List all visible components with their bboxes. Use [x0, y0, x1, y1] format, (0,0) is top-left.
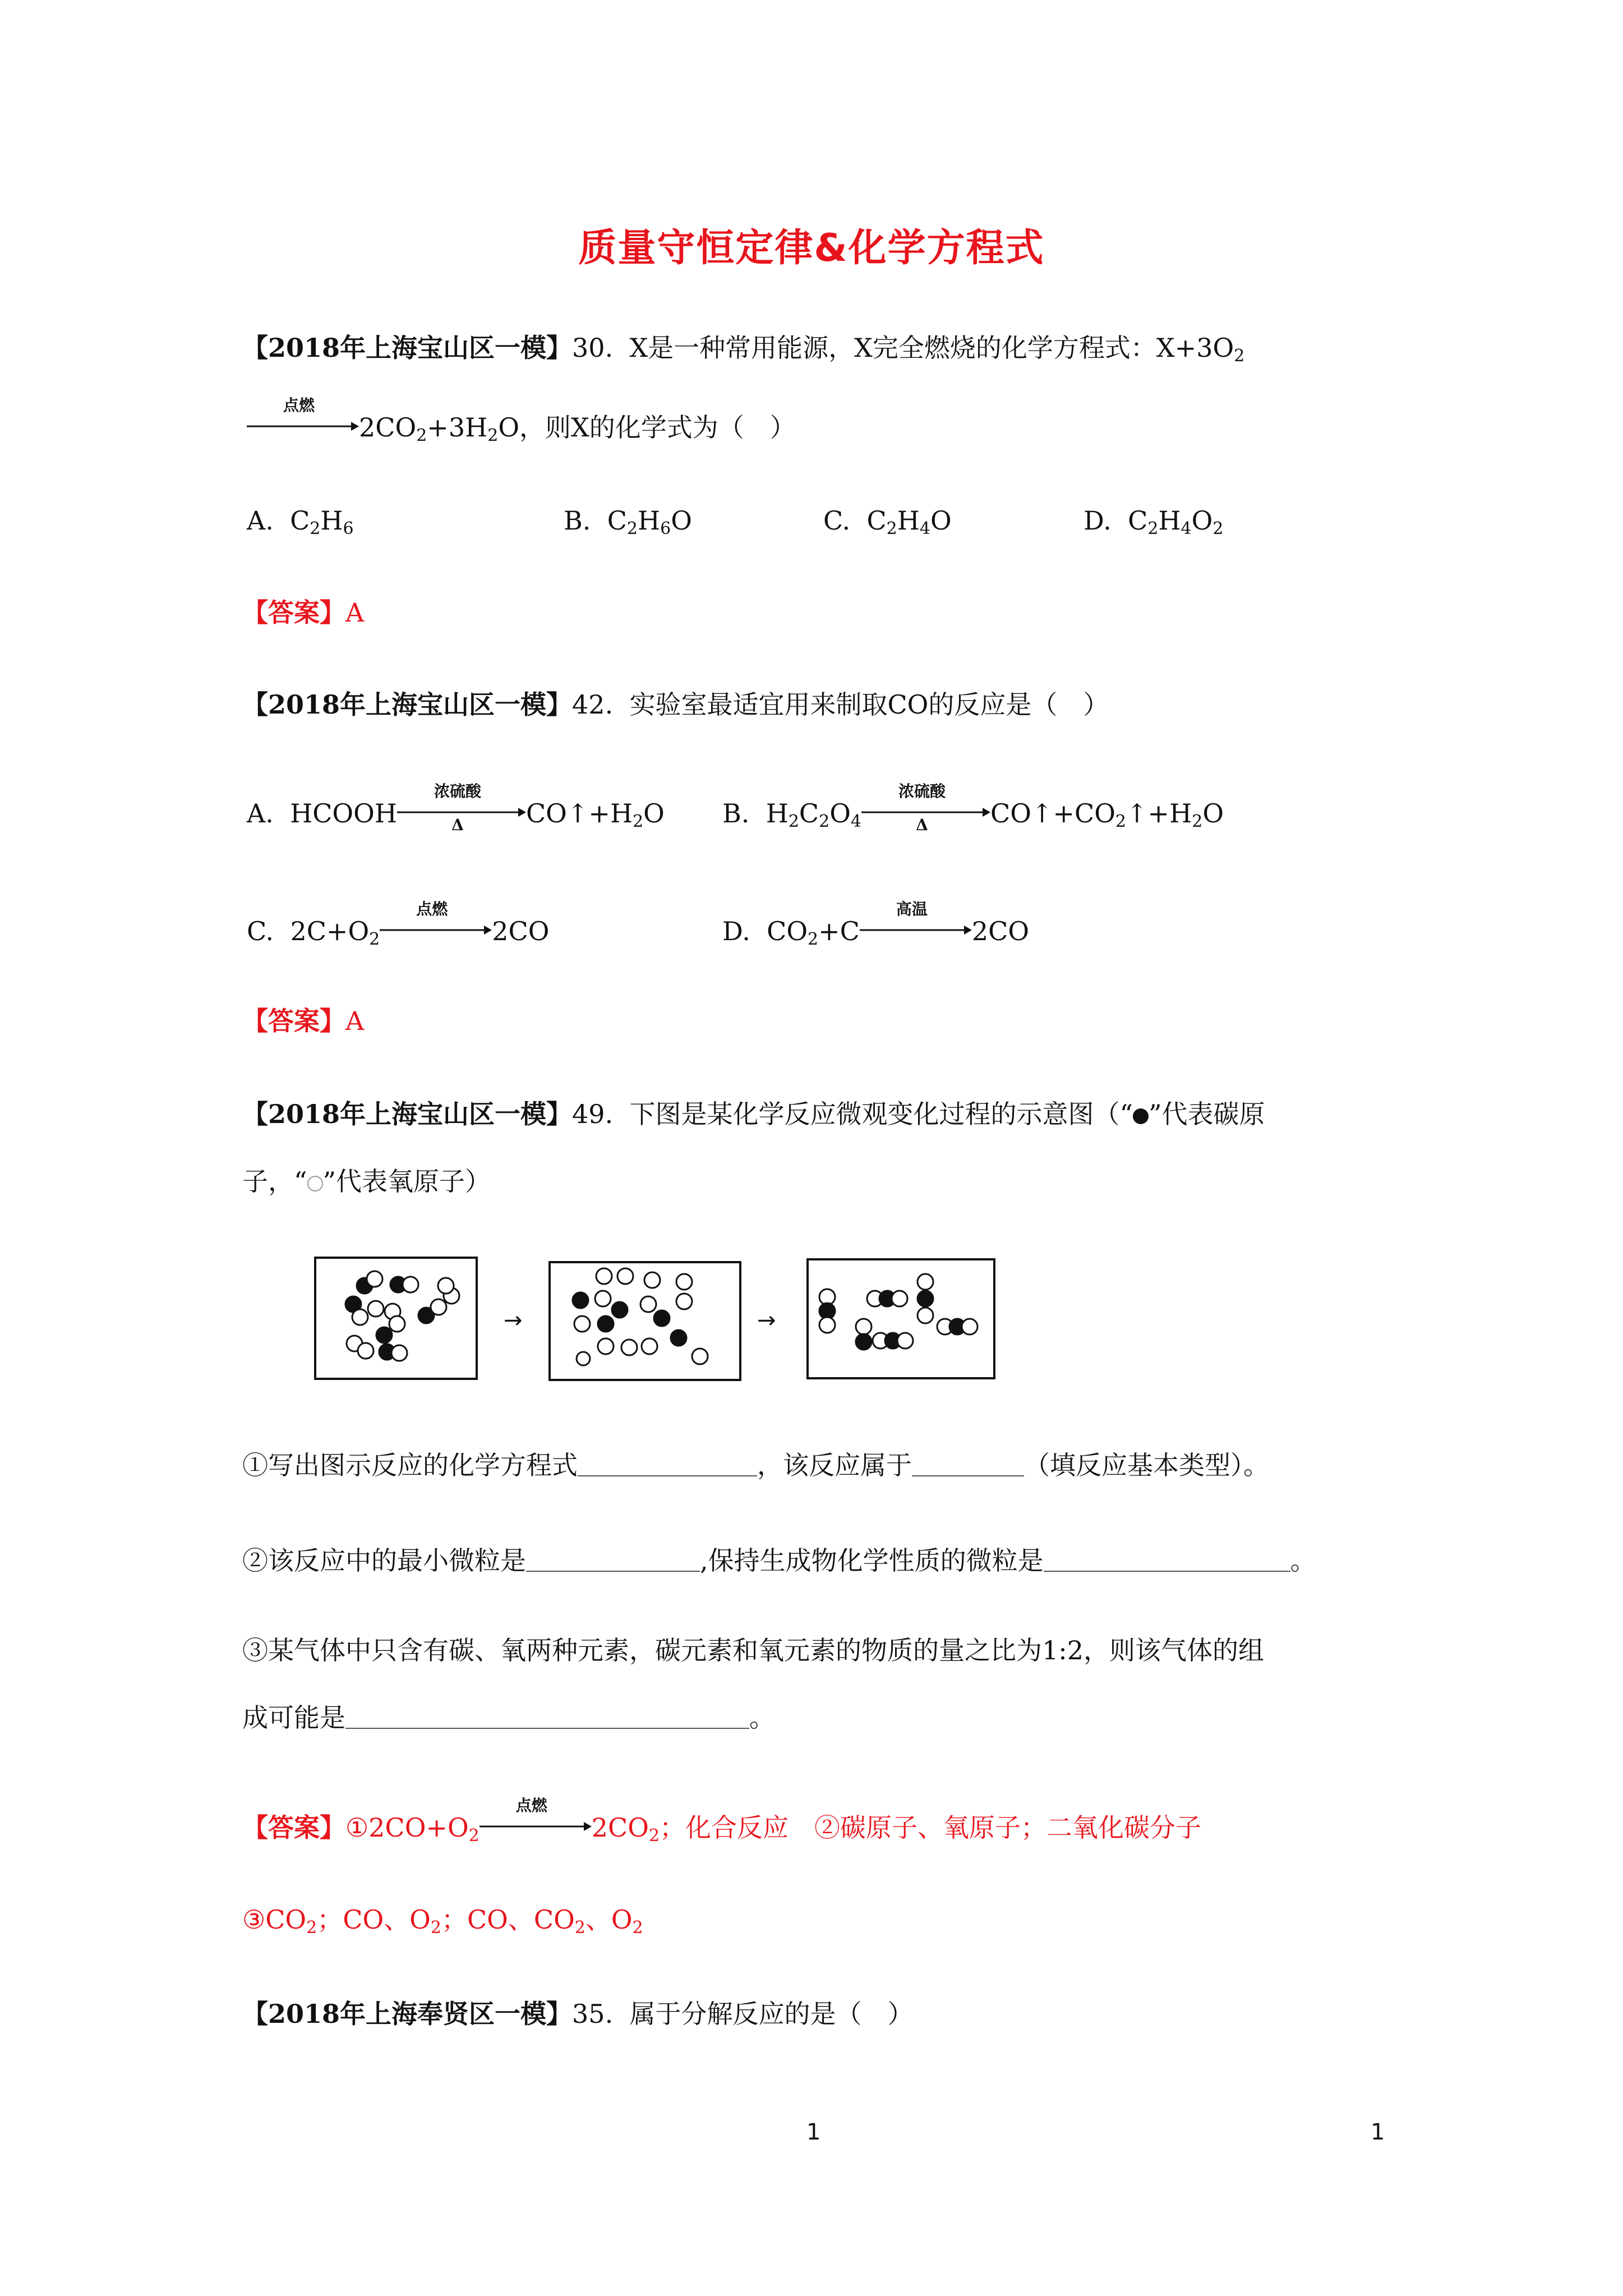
formula: HCOOH — [290, 798, 397, 829]
question-text: X是一种常用能源，X完全燃烧的化学方程式：X+3O — [629, 333, 1234, 363]
subscript: 2 — [633, 812, 644, 831]
formula: CO↑+H — [525, 798, 633, 829]
reaction-condition: 浓硫酸 — [434, 782, 481, 800]
question-text: （填反应基本类型）。 — [1024, 1450, 1269, 1480]
question-text: ②该反应中的最小微粒是 — [242, 1545, 526, 1576]
question-source: 【2018年上海宝山区一模】 — [242, 333, 573, 363]
formula: O — [1202, 798, 1224, 829]
answer-blank[interactable] — [578, 1453, 757, 1476]
option-d — [1083, 504, 1223, 537]
formula: ↑+H — [1126, 798, 1192, 829]
option-d — [722, 900, 1030, 949]
diagram-arrow-1: → — [504, 1308, 523, 1333]
answer-blank[interactable] — [526, 1548, 700, 1572]
reaction-arrow — [861, 782, 990, 834]
option-a — [247, 504, 354, 537]
before-molecules — [345, 1271, 459, 1361]
question-text: 属于分解反应的是（ ） — [629, 1999, 914, 2029]
answer-label: 【答案】 — [242, 1006, 345, 1036]
formula: O — [1191, 505, 1213, 536]
formula: O — [930, 505, 952, 536]
page-title: 质量守恒定律&化学方程式 — [578, 226, 1045, 270]
reaction-arrow — [479, 1796, 592, 1837]
carbon-atom-icon — [1133, 1108, 1149, 1124]
subscript: 2 — [306, 1918, 317, 1938]
answer-blank[interactable] — [1044, 1548, 1290, 1572]
subscript: 2 — [886, 519, 897, 539]
reaction-arrow — [397, 782, 526, 834]
subscript: 2 — [788, 812, 799, 831]
option-a — [247, 782, 665, 834]
answer-49 — [242, 1796, 1202, 1846]
after-molecules — [819, 1274, 978, 1350]
answer-label: 【答案】 — [242, 597, 345, 628]
question-text: ①写出图示反应的化学方程式 — [242, 1450, 578, 1480]
option-c — [247, 900, 550, 949]
subscript: 2 — [626, 519, 638, 539]
question-source: 【2018年上海宝山区一模】 — [242, 689, 573, 720]
equation-text: +3H — [427, 412, 488, 443]
subscript: 2 — [574, 1918, 585, 1938]
formula: C — [1128, 505, 1148, 536]
sub-question-3 — [242, 1634, 1264, 1667]
formula: C — [290, 505, 310, 536]
option-label: D. — [722, 916, 750, 946]
reaction-condition: 点燃 — [515, 1796, 547, 1815]
formula: H — [320, 505, 343, 536]
answer-text: ①2CO+O — [345, 1812, 469, 1843]
diagram-arrow — [757, 1308, 776, 1333]
answer-text: ③CO — [242, 1904, 307, 1935]
reaction-arrow — [380, 900, 492, 940]
subscript: 2 — [430, 1918, 441, 1938]
option-label: A. — [247, 798, 274, 829]
reaction-condition: 点燃 — [416, 900, 448, 918]
question-text: 子，“ — [242, 1166, 307, 1197]
question-35 — [242, 1997, 913, 2031]
formula: H — [766, 798, 789, 829]
question-text: 。 — [749, 1703, 775, 1733]
subscript: 2 — [632, 1918, 643, 1938]
option-label: B. — [564, 505, 591, 536]
subscript: 2 — [1212, 519, 1224, 539]
subscript: 6 — [660, 519, 671, 539]
question-number: 30. — [572, 333, 614, 363]
subscript: 6 — [343, 519, 354, 539]
answer-30 — [242, 596, 364, 629]
page-number-center: 1 — [806, 2119, 821, 2145]
answer-42 — [242, 1004, 364, 1038]
equation-text: 2CO — [359, 412, 417, 443]
formula: 2CO — [971, 916, 1030, 946]
reaction-diagram — [314, 1257, 998, 1386]
formula: C — [799, 798, 819, 829]
formula: O — [829, 798, 851, 829]
subscript: 2 — [1234, 346, 1245, 366]
reaction-condition: Δ — [451, 816, 464, 834]
answer-value: A — [345, 597, 365, 628]
diagram-arrow — [504, 1308, 523, 1333]
answer-text: ；化合反应 ②碳原子、氧原子；二氧化碳分子 — [660, 1812, 1202, 1843]
answer-text: ；CO、O — [317, 1904, 431, 1935]
middle-atoms — [573, 1268, 708, 1365]
page-number-right: 1 — [1371, 2119, 1385, 2145]
reaction-condition: Δ — [916, 816, 928, 834]
question-text: ”代表碳原 — [1148, 1099, 1265, 1129]
question-text: ，该反应属于 — [757, 1450, 912, 1480]
question-source: 【2018年上海奉贤区一模】 — [242, 1999, 573, 2029]
formula: C — [607, 505, 627, 536]
question-number: 42. — [572, 689, 614, 720]
subscript: 2 — [310, 519, 321, 539]
formula: O — [671, 505, 692, 536]
sub-question-3-line2 — [242, 1701, 775, 1734]
question-text: 。 — [1290, 1545, 1316, 1576]
question-number: 49. — [572, 1099, 614, 1129]
formula: 2CO — [492, 916, 550, 946]
question-text: 下图是某化学反应微观变化过程的示意图（“ — [629, 1099, 1133, 1129]
option-label: C. — [247, 916, 274, 946]
option-label: C. — [823, 505, 851, 536]
formula: C — [866, 505, 887, 536]
question-49-line2 — [242, 1165, 491, 1198]
answer-text: 、O — [585, 1904, 633, 1935]
sub-question-1 — [242, 1448, 1269, 1482]
option-b — [722, 782, 1224, 834]
question-text: 实验室最适宜用来制取CO的反应是（ ） — [629, 689, 1109, 720]
subscript: 2 — [487, 426, 499, 445]
subscript: 4 — [1181, 519, 1192, 539]
sub-question-2 — [242, 1544, 1316, 1577]
subscript: 2 — [468, 1826, 479, 1846]
reaction-condition: 浓硫酸 — [898, 782, 946, 800]
option-label: B. — [722, 798, 750, 829]
subscript: 2 — [648, 1826, 660, 1846]
question-30-equation — [247, 396, 796, 445]
question-49 — [242, 1097, 1265, 1131]
formula: H — [637, 505, 661, 536]
answer-blank[interactable] — [345, 1705, 749, 1729]
answer-value: A — [345, 1006, 365, 1036]
answer-49-line2 — [242, 1903, 643, 1936]
diagram-arrow-2: → — [757, 1308, 776, 1333]
formula: O — [643, 798, 665, 829]
question-text: ”代表氧原子） — [322, 1166, 491, 1197]
option-c — [823, 504, 952, 537]
option-label: A. — [247, 505, 274, 536]
answer-text: ；CO、CO — [441, 1904, 575, 1935]
question-42 — [242, 688, 1109, 721]
question-number: 35. — [572, 1999, 614, 2029]
answer-text: 2CO — [591, 1812, 649, 1843]
subscript: 2 — [369, 930, 380, 949]
subscript: 2 — [808, 930, 819, 949]
question-text: 成可能是 — [242, 1703, 345, 1733]
formula: +C — [818, 916, 860, 946]
formula: H — [897, 505, 920, 536]
reaction-condition: 点燃 — [283, 396, 315, 415]
option-label: D. — [1083, 505, 1112, 536]
formula: CO↑+CO — [990, 798, 1115, 829]
subscript: 2 — [1192, 812, 1203, 831]
option-b — [564, 504, 692, 537]
reaction-condition: 高温 — [896, 900, 928, 918]
question-text: ,保持生成物化学性质的微粒是 — [700, 1545, 1044, 1576]
reaction-arrow — [247, 396, 359, 436]
formula: 2C+O — [290, 916, 370, 946]
question-text: ③某气体中只含有碳、氧两种元素，碳元素和氧元素的物质的量之比为1:2，则该气体的组 — [242, 1635, 1265, 1665]
answer-label: 【答案】 — [242, 1812, 345, 1843]
question-source: 【2018年上海宝山区一模】 — [242, 1099, 573, 1129]
subscript: 4 — [919, 519, 930, 539]
reaction-arrow — [860, 900, 972, 940]
formula: H — [1158, 505, 1181, 536]
subscript: 4 — [850, 812, 862, 831]
formula: CO — [767, 916, 808, 946]
subscript: 2 — [819, 812, 830, 831]
subscript: 2 — [1115, 812, 1127, 831]
answer-blank[interactable] — [912, 1453, 1024, 1476]
subscript: 2 — [416, 426, 427, 445]
question-30 — [242, 331, 1244, 365]
oxygen-atom-icon — [307, 1176, 323, 1191]
equation-text: O，则X的化学式为（ ） — [498, 412, 796, 443]
subscript: 2 — [1147, 519, 1159, 539]
